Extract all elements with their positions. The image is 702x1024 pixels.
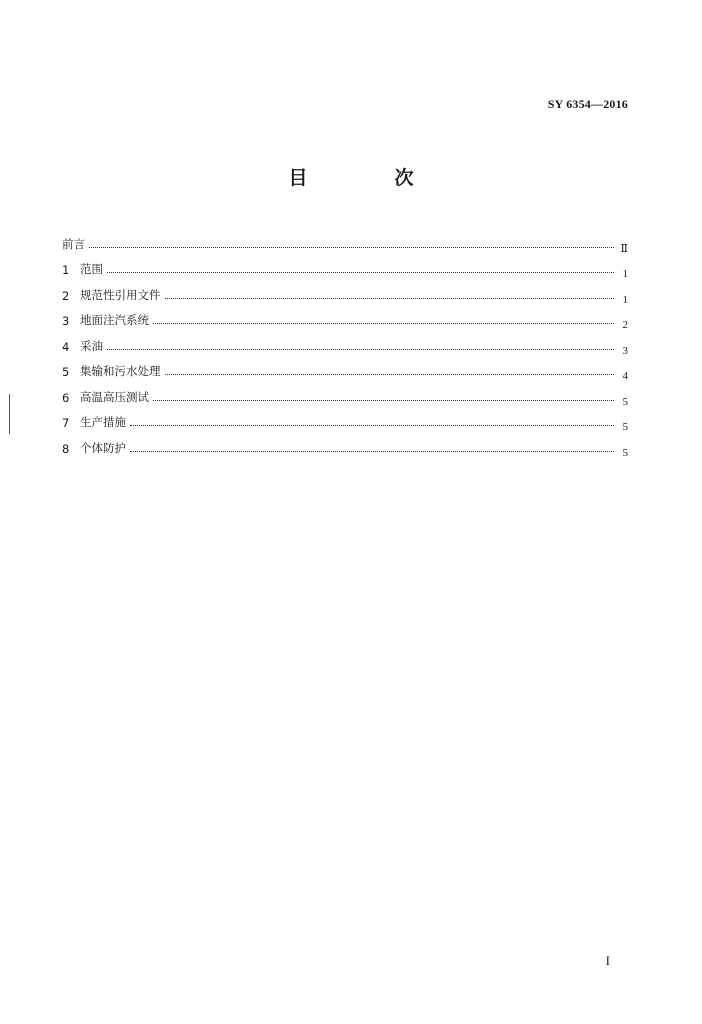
toc-title: 目 次	[288, 167, 448, 189]
toc-entry-number: 6	[62, 390, 70, 405]
toc-entry-page: 4	[622, 370, 628, 382]
toc-entry-label: 前言	[62, 236, 85, 251]
toc-entry-label: 地面注汽系统	[80, 313, 149, 327]
toc-entry-label: 范围	[80, 262, 103, 276]
toc-entry-personal-protection[interactable]	[62, 430, 628, 459]
toc-entry-label: 采油	[80, 338, 103, 353]
toc-entry-number: 5	[62, 365, 70, 379]
toc-entry-number: 3	[62, 314, 70, 328]
toc-entry-normative-references[interactable]	[62, 277, 628, 306]
toc-entry-page: 3	[622, 344, 628, 357]
toc-entry-page: Ⅱ	[620, 242, 628, 255]
standard-number: SY 6354—2016	[547, 97, 628, 111]
page-number: I	[605, 953, 610, 968]
dot-leader	[165, 374, 615, 375]
dot-leader	[89, 247, 614, 248]
toc-entry-number: 2	[62, 288, 70, 303]
toc-entry-number: 7	[62, 416, 70, 430]
dot-leader	[107, 272, 614, 273]
toc-entry-page: 2	[622, 319, 628, 331]
dot-leader	[153, 400, 614, 401]
toc-entry-label: 规范性引用文件	[80, 287, 161, 302]
toc-entry-page: 5	[622, 395, 628, 408]
toc-entry-steam-injection-system[interactable]	[62, 303, 628, 329]
toc-entry-hpht-testing[interactable]	[62, 379, 628, 408]
dot-leader	[165, 298, 615, 299]
toc-entry-page: 1	[622, 293, 628, 306]
toc-entry-scope[interactable]	[62, 252, 628, 278]
toc-entry-label: 个体防护	[80, 440, 126, 455]
dot-leader	[153, 323, 614, 324]
table-of-contents	[62, 226, 628, 459]
toc-entry-production-measures[interactable]	[62, 405, 628, 431]
toc-entry-gathering-wastewater[interactable]	[62, 354, 628, 380]
toc-entry-oil-production[interactable]	[62, 328, 628, 357]
toc-entry-number: 1	[62, 263, 70, 277]
toc-entry-page: 5	[622, 421, 628, 433]
toc-entry-label: 生产措施	[80, 415, 126, 429]
scan-margin-mark	[9, 394, 10, 434]
dot-leader	[107, 349, 614, 350]
toc-entry-number: 8	[62, 441, 70, 456]
toc-entry-label: 高温高压测试	[80, 389, 149, 404]
toc-entry-page: 5	[622, 446, 628, 459]
toc-entry-number: 4	[62, 339, 70, 354]
toc-entry-foreword[interactable]	[62, 226, 628, 255]
toc-entry-label: 集输和污水处理	[80, 364, 161, 378]
toc-entry-page: 1	[622, 268, 628, 280]
dot-leader	[130, 425, 614, 426]
dot-leader	[130, 451, 614, 452]
